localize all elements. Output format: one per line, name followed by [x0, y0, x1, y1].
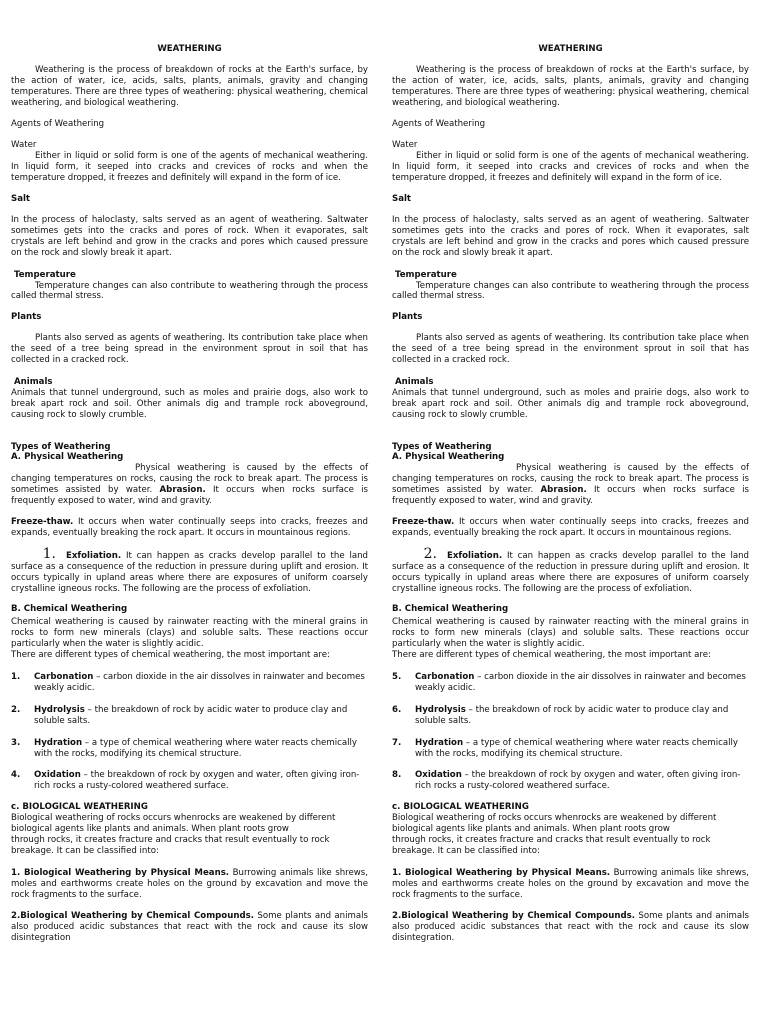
exfoliation-label: Exfoliation. — [66, 550, 122, 561]
bio-line: biological agents like plants and animals. When plant roots grow — [11, 824, 289, 835]
freeze-label: Freeze-thaw. — [392, 517, 455, 527]
chemical-heading: B. Chemical Weathering — [392, 604, 509, 615]
intro-paragraph: Weathering is the process of breakdown of rocks at the Earth's surface, by the action of water, ice, acids, salts, plants, animals, gravity and changing temperatures. There are three types of weathering: physical weathering, chemical weathering, and biological weathering. — [392, 64, 749, 108]
physical-text: Physical weathering is caused by the effects of changing temperatures on rocks, causing the rock to break apart. The process is sometimes assisted by water. — [11, 463, 368, 496]
abrasion-label: Abrasion. — [540, 485, 587, 496]
list-item — [11, 770, 368, 792]
list-item — [392, 738, 749, 760]
freeze-paragraph — [11, 517, 368, 539]
biological-heading: c. BIOLOGICAL WEATHERING — [11, 802, 148, 813]
bio-physical-label: 1. Biological Weathering by Physical Means. — [11, 867, 230, 878]
chemical-paragraph: Chemical weathering is caused by rainwater reacting with the mineral grains in rocks to form new minerals (clays) and soluble salts. These reactions occur particularly when the water is slightly acidic. — [11, 617, 368, 650]
list-label: Carbonation — [415, 671, 475, 682]
list-number: 2. — [11, 704, 21, 715]
list-text: – carbon dioxide in the air dissolves in rainwater and becomes weakly acidic. — [34, 671, 365, 693]
bio-physical-text: Burrowing animals like shrews, moles and earthworms create holes on the ground by excavation and move the rock fragments to the surface. — [392, 867, 750, 900]
animals-paragraph: Animals that tunnel underground, such as moles and prairie dogs, also work to break apart rock and soil. Other animals dig and trample rock aboveground, causing rock to slowly crumble. — [392, 387, 749, 420]
temperature-heading: Temperature — [395, 269, 457, 280]
physical-paragraph — [11, 463, 368, 507]
list-item — [392, 672, 749, 694]
chemical-list — [11, 672, 368, 792]
plants-heading: Plants — [11, 312, 42, 323]
list-item — [392, 770, 749, 792]
chemical-types-line: There are different types of chemical weathering, the most important are: — [11, 650, 330, 661]
animals-heading: Animals — [395, 376, 434, 387]
list-text: – the breakdown of rock by acidic water to produce clay and soluble salts. — [415, 704, 729, 726]
bio-line: breakage. It can be classified into: — [392, 845, 540, 856]
plants-paragraph: Plants also served as agents of weathering. Its contribution take place when the seed of a tree being spread in the environment sprout in soil that has collected in a cracked rock. — [11, 333, 368, 366]
list-text: – the breakdown of rock by acidic water to produce clay and soluble salts. — [34, 704, 348, 726]
chemical-paragraph: Chemical weathering is caused by rainwater reacting with the mineral grains in rocks to form new minerals (clays) and soluble salts. These reactions occur particularly when the water is slightly acidic. — [392, 617, 749, 650]
bio-physical-paragraph — [11, 868, 368, 901]
list-item — [392, 705, 749, 727]
list-number: 6. — [392, 704, 402, 715]
exfoliation-text: It can happen as cracks develop parallel to the land surface as a consequence of the reduction in pressure during uplift and erosion. It occurs typically in upland areas where there are exposures of uniform coarsely crystalline igneous rocks. The following are the process of exfoliation. — [11, 550, 369, 594]
bio-line: through rocks, it creates fracture and cracks that result eventually to rock — [392, 834, 711, 845]
physical-heading: A. Physical Weathering — [392, 452, 505, 463]
list-item — [11, 672, 368, 694]
water-paragraph: Either in liquid or solid form is one of the agents of mechanical weathering. In liquid form, it seeped into cracks and crevices of rocks and when the temperature dropped, it freezes and definitely will expand in the form of ice. — [392, 151, 749, 184]
agents-heading: Agents of Weathering — [11, 118, 105, 129]
bio-chemical-label: 2.Biological Weathering by Chemical Compounds. — [11, 911, 254, 922]
page-title: WEATHERING — [538, 44, 603, 54]
list-label: Hydrolysis — [415, 704, 466, 715]
water-paragraph: Either in liquid or solid form is one of the agents of mechanical weathering. In liquid form, it seeped into cracks and crevices of rocks and when the temperature dropped, it freezes and definitely will expand in the form of ice. — [11, 151, 368, 184]
water-heading: Water — [11, 140, 37, 151]
salt-paragraph: In the process of haloclasty, salts served as an agent of weathering. Saltwater sometimes gets into the cracks and pores of rock. When it evaporates, salt crystals are left behind and grow in the cracks and pores which caused pressure on the rock and slowly break it apart. — [11, 214, 368, 258]
exfoliation-paragraph — [11, 545, 369, 595]
bio-physical-label: 1. Biological Weathering by Physical Means. — [392, 867, 611, 878]
bio-chemical-label: 2.Biological Weathering by Chemical Compounds. — [392, 911, 635, 922]
exfoliation-paragraph — [392, 545, 750, 595]
bio-chemical-paragraph — [11, 911, 368, 944]
types-heading: Types of Weathering — [11, 441, 111, 452]
freeze-label: Freeze-thaw. — [11, 517, 74, 527]
abrasion-text: It occurs when rocks surface is frequently exposed to water, wind and gravity. — [392, 485, 750, 507]
freeze-text: It occurs when water continually seeps into cracks, freezes and expands, eventually breaking the rock apart. It occurs in mountainous regions. — [11, 517, 369, 538]
temperature-paragraph: Temperature changes can also contribute to weathering through the process called thermal stress. — [392, 280, 749, 302]
types-heading: Types of Weathering — [392, 441, 492, 452]
list-text: – a type of chemical weathering where water reacts chemically with the rocks, modifying its chemical structure. — [415, 737, 738, 759]
page-title: WEATHERING — [157, 44, 222, 54]
chemical-list — [392, 672, 749, 792]
bio-physical-paragraph — [392, 868, 749, 901]
biological-heading: c. BIOLOGICAL WEATHERING — [392, 802, 529, 813]
bio-chemical-text: Some plants and animals also produced acidic substances that react with the rock and cause its slow disintegration — [11, 911, 368, 944]
list-item — [11, 705, 368, 727]
list-number: 5. — [392, 671, 402, 682]
column-right — [392, 44, 749, 944]
plants-paragraph: Plants also served as agents of weathering. Its contribution take place when the seed of a tree being spread in the environment sprout in soil that has collected in a cracked rock. — [392, 333, 749, 366]
chemical-types-line: There are different types of chemical weathering, the most important are: — [392, 650, 711, 661]
physical-text: Physical weathering is caused by the effects of changing temperatures on rocks, causing the rock to break apart. The process is sometimes assisted by water. — [392, 463, 749, 496]
list-text: – carbon dioxide in the air dissolves in rainwater and becomes weakly acidic. — [415, 671, 746, 693]
bio-line: Biological weathering of rocks occurs whenrocks are weakened by different — [11, 813, 336, 824]
exfoliation-text: It can happen as cracks develop parallel to the land surface as a consequence of the reduction in pressure during uplift and erosion. It occurs typically in upland areas where there are exposures of uniform coarsely crystalline igneous rocks. The following are the process of exfoliation. — [392, 550, 750, 594]
salt-heading: Salt — [392, 194, 412, 205]
intro-paragraph: Weathering is the process of breakdown of rocks at the Earth's surface, by the action of water, ice, acids, salts, plants, animals, gravity and changing temperatures. There are three types of weathering: physical weathering, chemical weathering, and biological weathering. — [11, 64, 368, 108]
bio-chemical-paragraph — [392, 911, 749, 944]
agents-heading: Agents of Weathering — [392, 118, 486, 129]
animals-paragraph: Animals that tunnel underground, such as moles and prairie dogs, also work to break apart rock and soil. Other animals dig and trample rock aboveground, causing rock to slowly crumble. — [11, 387, 368, 420]
list-item — [11, 738, 368, 760]
freeze-paragraph — [392, 517, 749, 539]
freeze-text: It occurs when water continually seeps into cracks, freezes and expands, eventually breaking the rock apart. It occurs in mountainous regions. — [392, 517, 750, 538]
bio-line: Biological weathering of rocks occurs whenrocks are weakened by different — [392, 813, 717, 824]
exfoliation-number: 1. — [42, 545, 56, 562]
physical-paragraph — [392, 463, 749, 507]
animals-heading: Animals — [14, 376, 53, 387]
list-label: Hydration — [34, 737, 83, 748]
list-number: 1. — [11, 671, 21, 682]
list-number: 3. — [11, 737, 21, 748]
list-number: 7. — [392, 737, 402, 748]
bio-line: biological agents like plants and animals. When plant roots grow — [392, 824, 670, 835]
bio-line: through rocks, it creates fracture and cracks that result eventually to rock — [11, 834, 330, 845]
temperature-paragraph: Temperature changes can also contribute to weathering through the process called thermal stress. — [11, 280, 368, 302]
list-label: Hydrolysis — [34, 704, 85, 715]
bio-physical-text: Burrowing animals like shrews, moles and earthworms create holes on the ground by excavation and move the rock fragments to the surface. — [11, 867, 369, 900]
list-number: 4. — [11, 770, 21, 781]
list-label: Hydration — [415, 737, 464, 748]
list-text: – the breakdown of rock by oxygen and water, often giving iron-rich rocks a rusty-colored weathered surface. — [415, 770, 741, 792]
water-heading: Water — [392, 140, 418, 151]
exfoliation-number: 2. — [423, 545, 437, 562]
list-text: – a type of chemical weathering where water reacts chemically with the rocks, modifying its chemical structure. — [34, 737, 357, 759]
salt-paragraph: In the process of haloclasty, salts served as an agent of weathering. Saltwater sometimes gets into the cracks and pores of rock. When it evaporates, salt crystals are left behind and grow in the cracks and pores which caused pressure on the rock and slowly break it apart. — [392, 214, 749, 258]
list-label: Carbonation — [34, 671, 94, 682]
physical-heading: A. Physical Weathering — [11, 452, 124, 463]
salt-heading: Salt — [11, 194, 31, 205]
column-left — [11, 44, 368, 944]
abrasion-label: Abrasion. — [159, 485, 206, 496]
list-number: 8. — [392, 770, 402, 781]
bio-chemical-text: Some plants and animals also produced acidic substances that react with the rock and cause its slow disintegration. — [392, 911, 749, 944]
chemical-heading: B. Chemical Weathering — [11, 604, 128, 615]
list-label: Oxidation — [34, 770, 81, 781]
abrasion-text: It occurs when rocks surface is frequently exposed to water, wind and gravity. — [11, 485, 369, 507]
list-text: – the breakdown of rock by oxygen and water, often giving iron-rich rocks a rusty-colored weathered surface. — [34, 770, 360, 792]
temperature-heading: Temperature — [14, 269, 76, 280]
plants-heading: Plants — [392, 312, 423, 323]
bio-line: breakage. It can be classified into: — [11, 845, 159, 856]
exfoliation-label: Exfoliation. — [447, 550, 503, 561]
list-label: Oxidation — [415, 770, 462, 781]
